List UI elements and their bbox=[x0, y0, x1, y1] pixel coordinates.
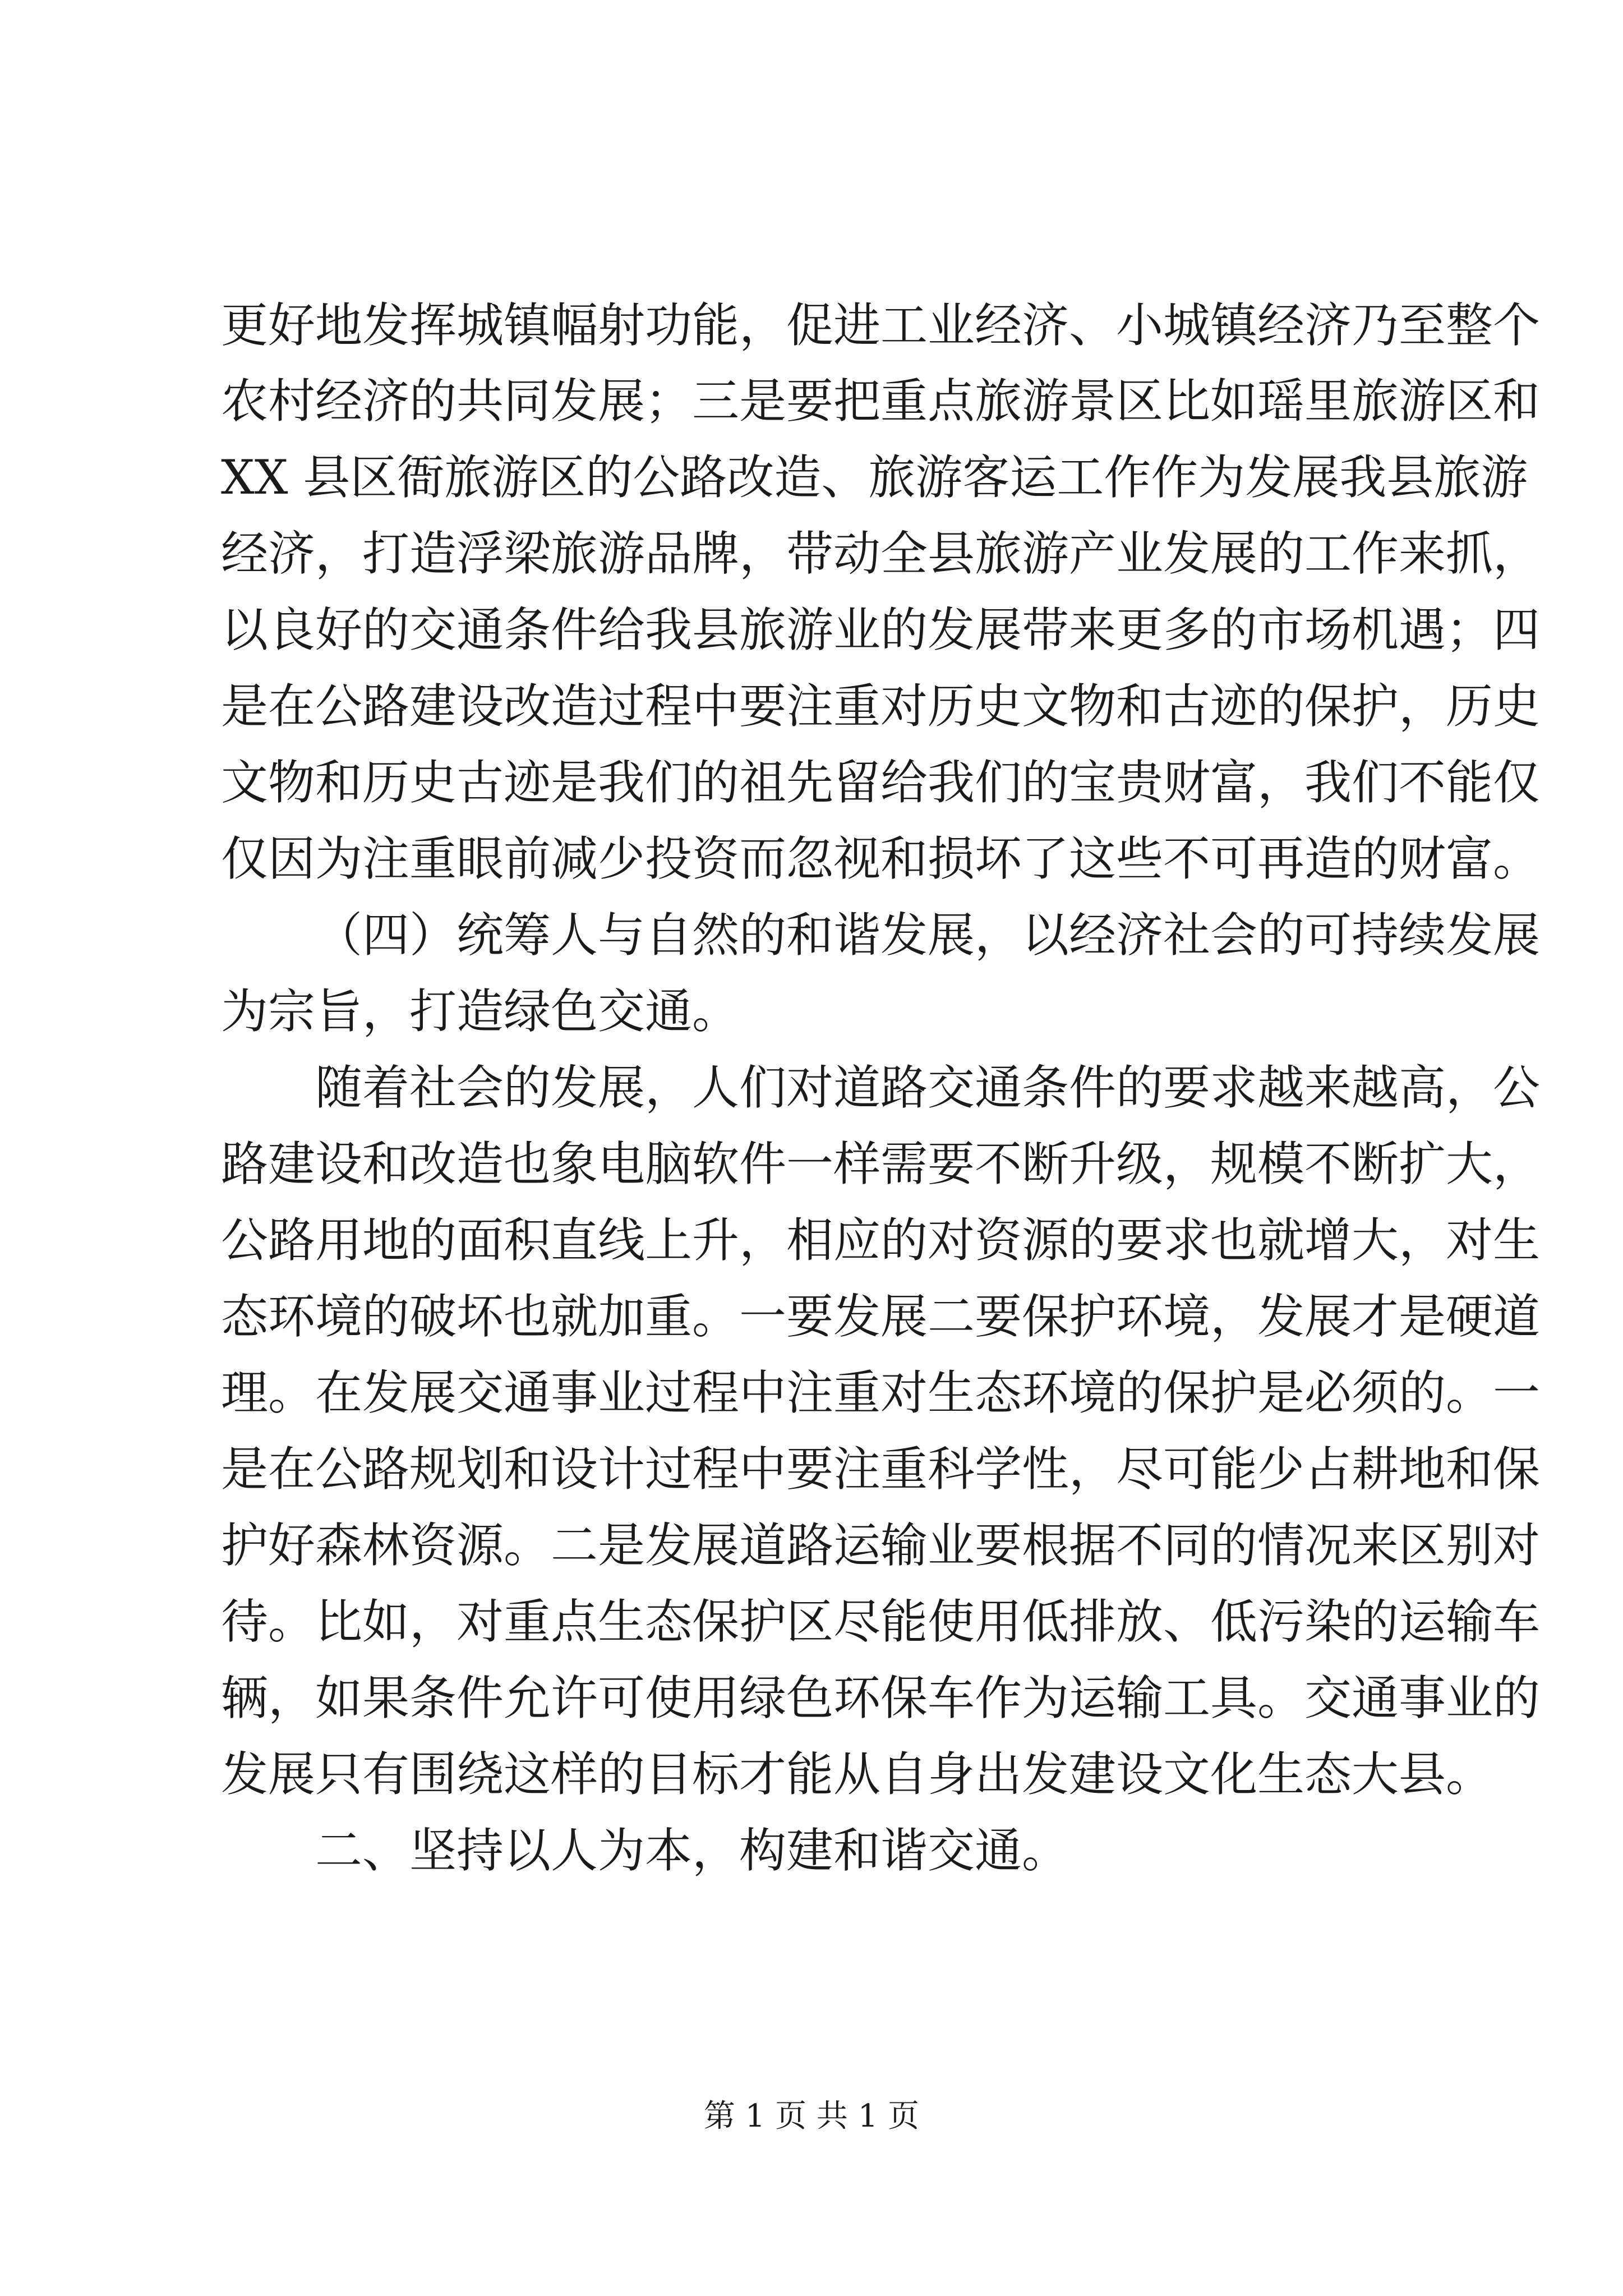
body-line: 随着社会的发展，人们对道路交通条件的要求越来越高，公 bbox=[315, 1060, 1541, 1115]
body-line: 文物和历史古迹是我们的祖先留给我们的宝贵财富，我们不能仅 bbox=[221, 755, 1541, 810]
body-line: XX 县区衙旅游区的公路改造、旅游客运工作作为发展我县旅游 bbox=[221, 450, 1528, 505]
body-line: 待。比如，对重点生态保护区尽能使用低排放、低污染的运输车 bbox=[221, 1594, 1541, 1649]
body-line: 经济，打造浮梁旅游品牌，带动全县旅游产业发展的工作来抓， bbox=[221, 526, 1541, 581]
section-heading-line: 为宗旨，打造绿色交通。 bbox=[221, 984, 740, 1039]
body-line: 仅因为注重眼前减少投资而忽视和损坏了这些不可再造的财富。 bbox=[221, 831, 1541, 886]
body-line: 是在公路规划和设计过程中要注重科学性，尽可能少占耕地和保 bbox=[221, 1442, 1541, 1497]
body-line: 以良好的交通条件给我县旅游业的发展带来更多的市场机遇；四 bbox=[221, 602, 1541, 657]
body-line: 发展只有围绕这样的目标才能从自身出发建设文化生态大县。 bbox=[221, 1747, 1493, 1802]
body-line: 公路用地的面积直线上升，相应的对资源的要求也就增大，对生 bbox=[221, 1213, 1541, 1268]
body-line: 路建设和改造也象电脑软件一样需要不断升级，规模不断扩大， bbox=[221, 1137, 1541, 1191]
body-line: 是在公路建设改造过程中要注重对历史文物和古迹的保护，历史 bbox=[221, 679, 1541, 734]
body-line: 更好地发挥城镇幅射功能，促进工业经济、小城镇经济乃至整个 bbox=[221, 298, 1541, 353]
body-line: 理。在发展交通事业过程中注重对生态环境的保护是必须的。一 bbox=[221, 1365, 1541, 1420]
body-line: 辆，如果条件允许可使用绿色环保车作为运输工具。交通事业的 bbox=[221, 1671, 1541, 1726]
page-footer: 第 1 页 共 1 页 bbox=[703, 2098, 920, 2134]
body-line: 农村经济的共同发展；三是要把重点旅游景区比如瑶里旅游区和 bbox=[221, 374, 1541, 429]
section-heading-line: 二、坚持以人为本，构建和谐交通。 bbox=[315, 1823, 1069, 1878]
section-heading-line: （四）统筹人与自然的和谐发展，以经济社会的可持续发展 bbox=[315, 908, 1541, 963]
body-line: 护好森林资源。二是发展道路运输业要根据不同的情况来区别对 bbox=[221, 1518, 1541, 1573]
body-line: 态环境的破坏也就加重。一要发展二要保护环境，发展才是硬道 bbox=[221, 1289, 1541, 1344]
